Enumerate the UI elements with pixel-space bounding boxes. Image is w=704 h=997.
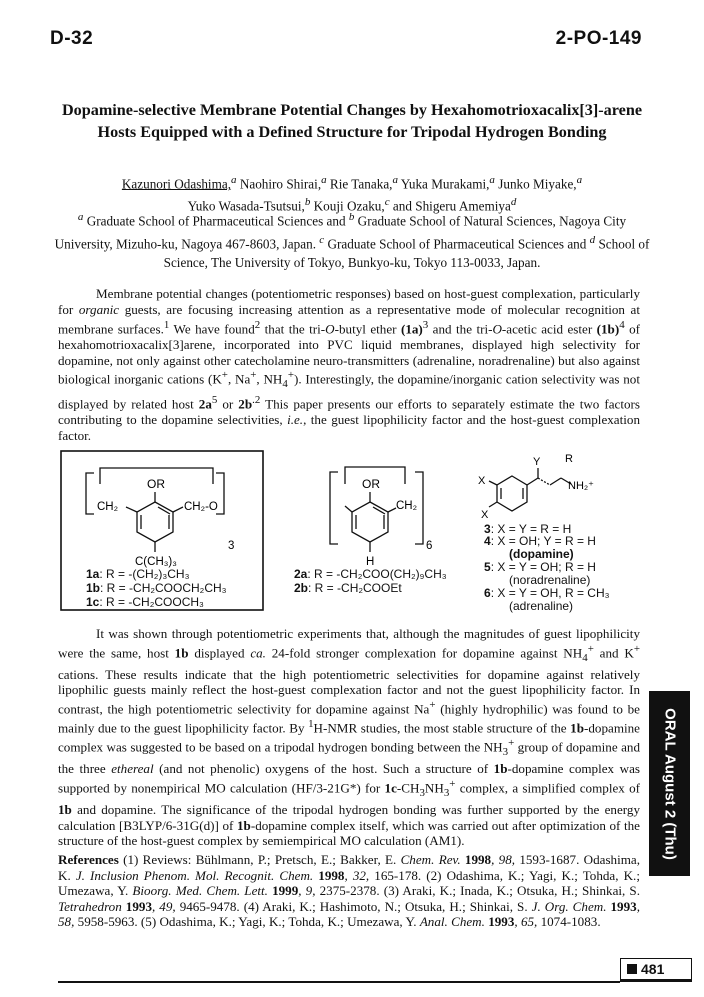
structure-3-r: R: [565, 453, 573, 465]
structure-3-y: Y: [533, 456, 541, 468]
structure-1-repeat-n: 3: [228, 540, 235, 552]
structure-1-ch2o-right: CH₂-O: [184, 501, 218, 513]
page-number: 481: [641, 961, 665, 977]
structure-1-or-label: OR: [147, 477, 165, 491]
intro-paragraph: Membrane potential changes (potentiometric responses) based on host-guest complexation, particularly for organic guests, are focusing increasing attention as a representative mode of molecular recognition at membrane surfaces.$^1$ We have found$^2$ that the tri-O-butyl ether $(1a)^3$ and the tri-O-acetic acid ester $(1b)^4$ of hexahomotrioxacalix[3]arene, incorporated into PVC liquid membranes, displayed high selectivity for dopamine, not only against other catecholamine neuro-transmitters (adrenaline, noradrenaline) but also against biological inorganic cations (K+, Na+, $NH_4^+$). Interestingly, the dopamine/inorganic cation selectivity was not displayed by related host $2a^5$ or $2b^{.2}$ This paper presents our efforts to separately estimate the two factors contributing to the dopamine selectivities, i.e., the guest lipophilicity factor and the host-guest complexation factor.: [58, 286, 640, 444]
compound-1a-label: 1a: R = -(CH₂)₃CH₃: [86, 567, 190, 581]
structure-2-h: H: [366, 556, 375, 568]
structure-3-x-bottom: X: [481, 509, 489, 521]
footer-rule: [58, 981, 620, 983]
compound-2b-label: 2b: R = -CH₂COOEt: [294, 581, 402, 595]
affiliations: $^a$ Graduate School of Pharmaceutical Sciences and $^b$ Graduate School of Natural Sciences, Nagoya City University, Mizuho-ku, Nagoya 467-8603, Japan. $^c$ Graduate School of Pharmaceutical Sciences and $^d$ School of Science, The University of Tokyo, Bunkyo-ku, Tokyo 113-0033, Japan.: [54, 211, 650, 270]
poster-code: 2-PO-149: [555, 28, 642, 49]
structure-3-ammonium: NH₂⁺: [568, 480, 594, 492]
compound-3-label: 3: X = Y = R = H: [484, 522, 572, 536]
session-code: D-32: [50, 28, 94, 49]
presenting-author: Kazunori Odashima,: [121, 176, 232, 192]
results-paragraph: It was shown through potentiometric experiments that, although the magnitudes of guest lipophilicity were the same, host 1b displayed ca. 24-fold stronger complexation for dopamine against $NH_4^+$ and K+ cations. These results indicate that the high potentiometric selectivities for dopamine against relatively lipophilic guests mainly reflect the host-guest complexation factor and not the guest lipophilicity factor. In contrast, the high potentiometric selectivity for dopamine against Na+ (highly hydrophilic) was found to be mainly due to the guest lipophilicity factor. By $^1$H-NMR studies, the most stable structure of the 1b-dopamine complex was suggested to be based on a tripodal hydrogen bonding between the $NH_3^+$ group of dopamine and the three ethereal (and not phenolic) oxygens of the host. Such a structure of 1b-dopamine complex was supported by nonempirical MO calculation (HF/3-21G*) for $1c-CH_3NH_3^+$ complex, a simplified complex of 1b and dopamine. The significance of the tripodal hydrogen bonding was further supported by the energy calculation [B3LYP/6-31G(d)] of 1b-dopamine complex itself, which was carried out after optimization of the structure of the host-guest complex by semiempirical MO calculation (AM1).: [58, 626, 640, 849]
references-heading: References: [58, 852, 119, 867]
structure-2-bracket-left: [330, 472, 338, 544]
structure-1-ch2-left: CH₂: [97, 501, 119, 513]
compound-5-label: 5: X = Y = OH; R = H: [484, 560, 596, 574]
session-side-tab: ORAL August 2 (Thu): [649, 691, 690, 876]
structure-1-tbutyl: C(CH₃)₃: [135, 556, 177, 568]
structure-2-repeat-n: 6: [426, 540, 433, 552]
author-list: Kazunori Odashima,$^a$ Naohiro Shirai,$^a$ Rie Tanaka,$^a$ Yuka Murakami,$^a$ Junko Miyake,$^a$ Yuko Wasada-Tsutsui,$^b$ Kouji Ozaku,$^c$ and Shigeru Amemiya$^d$: [121, 174, 583, 214]
structure-1-benzene-ring: [137, 502, 173, 542]
compound-4-label: 4: X = OH; Y = R = H: [484, 534, 596, 548]
structure-2-or-label: OR: [362, 477, 380, 491]
compound-1c-label: 1c: R = -CH₂COOCH₃: [86, 595, 204, 609]
compound-6-name: (adrenaline): [509, 599, 574, 613]
references-section: References (1) Reviews: Bühlmann, P.; Pretsch, E.; Bakker, E. Chem. Rev. 1998, 98, 1593-1687. Odashima, K. J. Inclusion Phenom. Mol. Recognit. Chem. 1998, 32, 165-178. (2) Odashima, K.; Yagi, K.; Tohda, K.; Umezawa, Y. Bioorg. Med. Chem. Lett. 1999, 9, 2375-2378. (3) Araki, K.; Inada, K.; Otsuka, H.; Shinkai, S. Tetrahedron 1993, 49, 9465-9478. (4) Araki, K.; Hashimoto, N.; Otsuka, H.; Shinkai, S. J. Org. Chem. 1993, 58, 5958-5963. (5) Odashima, K.; Yagi, K.; Tohda, K.; Umezawa, Y. Anal. Chem. 1993, 65, 1074-1083.: [58, 852, 641, 930]
page-number-box: [620, 958, 692, 982]
square-bullet-icon: [627, 964, 637, 974]
chemical-structures-figure: [60, 448, 640, 613]
paper-title: Dopamine-selective Membrane Potential Changes by Hexahomotrioxacalix[3]-arene Hosts Equipped with a Defined Structure for Tripodal Hydrogen Bonding: [61, 101, 643, 141]
structure-3-x-top: X: [478, 475, 486, 487]
structure-2-ch2: CH₂: [396, 500, 418, 512]
structure-1-bracket-left: [86, 473, 94, 514]
compound-2a-label: 2a: R = -CH₂COO(CH₂)₉CH₃: [294, 567, 447, 581]
compound-4-name: (dopamine): [509, 547, 574, 561]
compound-5-name: (noradrenaline): [509, 573, 591, 587]
compound-1b-label: 1b: R = -CH₂COOCH₂CH₃: [86, 581, 227, 595]
compound-6-label: 6: X = Y = OH, R = CH₃: [484, 586, 610, 600]
structure-2-benzene-ring: [352, 502, 388, 542]
